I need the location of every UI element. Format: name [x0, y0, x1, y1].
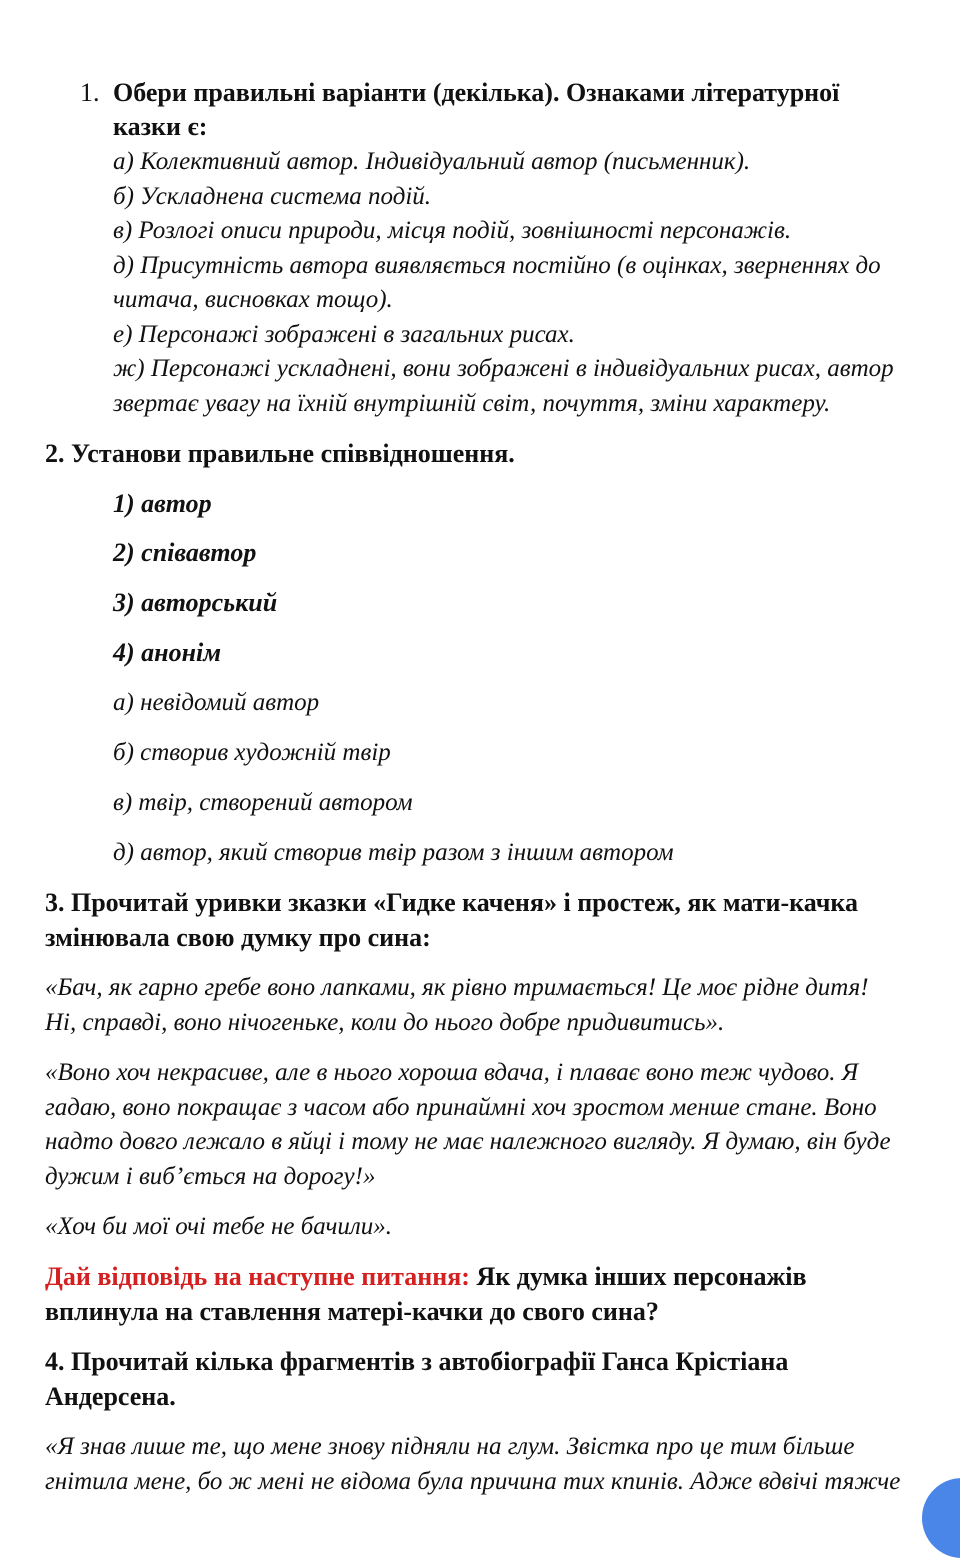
task1-option-b: б) Ускладнена система подій.: [113, 183, 432, 210]
task1-number: 1.: [80, 78, 100, 107]
task3-title-line2: змінювала свою думку про сина:: [45, 923, 431, 952]
task3-quote3: «Хоч би мої очі тебе не бачили».: [45, 1213, 393, 1240]
task3-answer-label: Дай відповідь на наступне питання:: [45, 1262, 470, 1291]
task2-definition-a: а) невідомий автор: [113, 689, 320, 716]
task1-option-zh-line1: ж) Персонажі ускладнені, вони зображені в індивідуальних рисах, автор: [113, 355, 894, 382]
task3-quote2-line4: дужим і виб’ється на дорогу!»: [45, 1163, 376, 1190]
task1-option-d-line2: читача, висновках тощо).: [113, 286, 393, 313]
task3-answer-line1: [45, 1260, 807, 1294]
task2-term-1: 1) автор: [113, 489, 212, 518]
task4-quote-line2: гнітила мене, бо ж мені не відома була причина тих кпинів. Адже вдвічі тяжче: [45, 1468, 901, 1495]
task2-definition-d: д) автор, який створив твір разом з іншим автором: [113, 839, 674, 866]
task3-quote2-line2: гадаю, воно покращає з часом або принаймні хоч зростом менше стане. Воно: [45, 1094, 877, 1121]
task2-title: 2. Установи правильне співвідношення.: [45, 439, 515, 468]
task1-option-c: в) Розлогі описи природи, місця подій, зовнішності персонажів.: [113, 217, 792, 244]
task1-option-e: е) Персонажі зображені в загальних рисах.: [113, 321, 575, 348]
task3-answer-question-part1: Як думка інших персонажів: [469, 1262, 807, 1291]
task1-option-d-line1: д) Присутність автора виявляється постійно (в оцінках, зверненнях до: [113, 252, 881, 279]
task1-option-zh-line2: звертає увагу на їхній внутрішній світ, почуття, зміни характеру.: [113, 390, 831, 417]
task3-answer-question-line2: вплинула на ставлення матері-качки до свого сина?: [45, 1297, 659, 1326]
task3-quote2-line3: надто довго лежало в яйці і тому не має належного вигляду. Я думаю, він буде: [45, 1128, 891, 1155]
task2-definition-c: в) твір, створений автором: [113, 789, 413, 816]
task3-quote1-line1: «Бач, як гарно гребе воно лапками, як рівно тримається! Це моє рідне дитя!: [45, 974, 869, 1001]
task4-quote-line1: «Я знав лише те, що мене знову підняли на глум. Звістка про це тим більше: [45, 1433, 855, 1460]
task1-title-line2: казки є:: [113, 112, 208, 141]
task3-quote2-line1: «Воно хоч некрасиве, але в нього хороша вдача, і плаває воно теж чудово. Я: [45, 1059, 859, 1086]
task4-title-line1: 4. Прочитай кілька фрагментів з автобіографії Ганса Крістіана: [45, 1347, 789, 1376]
task3-title-line1: 3. Прочитай уривки зказки «Гидке каченя» і простеж, як мати-качка: [45, 888, 858, 917]
task2-term-2: 2) співавтор: [113, 538, 257, 567]
task1-title-line1: Обери правильні варіанти (декілька). Ознаками літературної: [113, 78, 840, 107]
corner-blue-circle: [922, 1478, 960, 1558]
task1-option-a: а) Колективний автор. Індивідуальний автор (письменник).: [113, 148, 751, 175]
task3-quote1-line2: Ні, справді, воно нічогеньке, коли до нього добре придивитись».: [45, 1009, 725, 1036]
task2-term-3: 3) авторський: [113, 588, 278, 617]
task4-title-line2: Андерсена.: [45, 1382, 176, 1411]
task2-definition-b: б) створив художній твір: [113, 739, 391, 766]
task2-term-4: 4) анонім: [113, 638, 222, 667]
